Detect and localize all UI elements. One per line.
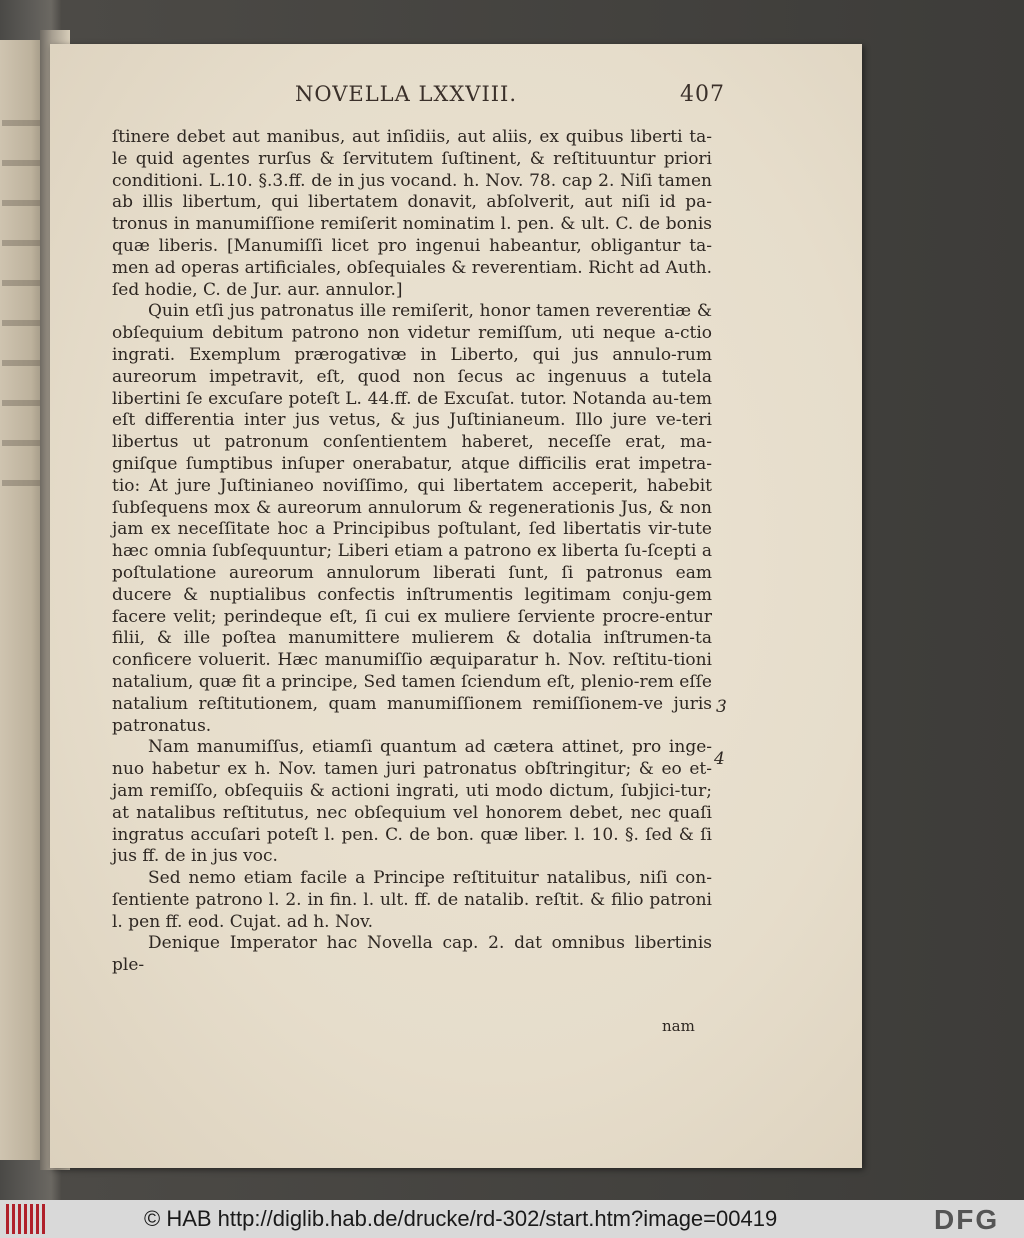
paragraph: Quin etſi jus patronatus ille remiſerit, honor tamen reverentiæ & obſequium debitum patrono non videtur remiſſum, uti neque a-ctio ingrati. Exemplum prærogativæ in Liberto, qui jus annulo-rum aureorum impetravit, eſt, quod non ſecus ac ingenuus a tutela libertini ſe excuſare poteſt L. 44.ff. de Excuſat. tutor. Notanda au-tem eſt differentia inter jus vetus, & jus Juſtinianeum. Illo jure ve-teri libertus ut patronum conſentientem haberet, neceſſe erat, ma-gniſque ſumptibus inſuper onerabatur, atque difficilis erat impetra-tio: At jure Juſtinianeo noviſſimo, qui libertatem acceperit, habebit ſubſequens mox & aureorum annulorum & regenerationis Jus, & non jam ex neceſſitate hoc a Principibus poſtulant, ſed libertatis vir-tute hæc omnia ſubſequuntur; Liberi etiam a patrono ex liberta ſu-ſcepti a poſtulatione aureorum annulorum liberati ſunt, ſi patronus eam ducere & nuptialibus confectis inſtrumentis legitimam conju-gem facere velit; perindeque eſt, ſi cui ex muliere ſerviente procre-entur filii, & ille poſtea manumittere mulierem & dotalia inſtrumen-ta conficere voluerit. Hæc manumiſſio æquiparatur h. Nov. reſtitu-tioni natalium, quæ fit a principe, Sed tamen ſciendum eſt, plenio-rem eſſe natalium reſtitutionem, quam manumiſſionem remiſſionem-ve juris patronatus. xyxy=(112,301,712,736)
hab-logo-icon xyxy=(6,1204,48,1234)
page-number: 407 xyxy=(680,82,725,107)
margin-note: 4 xyxy=(714,749,725,769)
page-header xyxy=(250,82,725,122)
paragraph: Nam manumiſſus, etiamſi quantum ad cætera attinet, pro inge-nuo habetur ex h. Nov. tamen juri patronatus obſtringitur; & eo et-jam remiſſo, obſequiis & actioni ingrati, uti modo dictum, ſubjici-tur; at natalibus reſtitutus, nec obſequium vel honorem debet, nec quaſi ingratus accuſari poteſt l. pen. C. de bon. quæ liber. l. 10. §. ſed & ſi jus ff. de in jus voc. xyxy=(112,737,712,867)
footer-bar xyxy=(0,1200,1024,1238)
paragraph: ſtinere debet aut manibus, aut inſidiis, aut aliis, ex quibus liberti ta-le quid agentes rurſus & ſervitutem ſuſtinent, & reſtituuntur priori conditioni. L.10. §.3.ff. de in jus vocand. h. Nov. 78. cap 2. Niſi tamen ab illis libertum, qui libertatem donavit, abſolverit, aut niſi id pa-tronus in manumiſſione remiſerit nominatim l. pen. & ult. C. de bonis quæ liberis. [Manumiſſi licet pro ingenui habeantur, obligantur ta-men ad operas artificiales, obſequiales & reverentiam. Richt ad Auth. ſed hodie, C. de Jur. aur. annulor.] xyxy=(112,127,712,300)
paragraph: Denique Imperator hac Novella cap. 2. dat omnibus libertinis ple- xyxy=(112,933,712,976)
running-title: NOVELLA LXXVIII. xyxy=(295,82,518,106)
margin-note: 3 xyxy=(716,697,727,717)
paragraph: Sed nemo etiam facile a Principe reſtituitur natalibus, niſi con-ſentiente patrono l. 2. in fin. l. ult. ff. de natalib. reſtit. & filio patroni l. pen ff. eod. Cujat. ad h. Nov. xyxy=(112,868,712,932)
footer-credit-link[interactable]: © HAB http://diglib.hab.de/drucke/rd-302/start.htm?image=00419 xyxy=(144,1206,778,1231)
catchword: nam xyxy=(662,1017,695,1035)
body-text xyxy=(112,127,712,977)
dfg-logo: DFG xyxy=(934,1204,1000,1235)
